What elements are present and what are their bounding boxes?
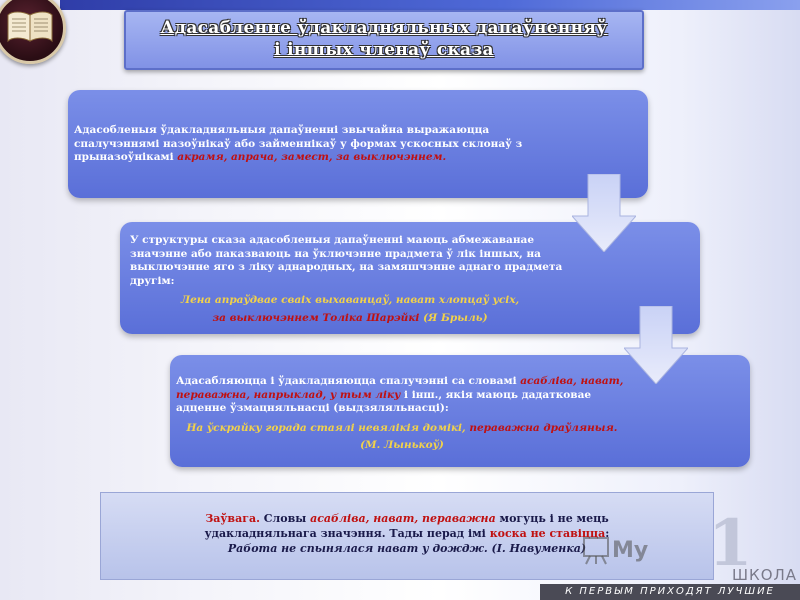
card-3-example-red: пераважна драўляныя.	[469, 421, 618, 434]
brand-slogan-strip: К ПЕРВЫМ ПРИХОДЯТ ЛУЧШИЕ	[540, 584, 800, 600]
note-line-1-post: могуць і не мець	[495, 512, 609, 525]
card-2-example-pre: за выключэннем	[212, 311, 323, 324]
note-line-1-pre: Словы	[259, 512, 311, 525]
note-line-1-ital: асабліва, нават, пераважна	[310, 512, 496, 525]
card-3-example-pre: На ўскрайку горада стаялі невялікія домікі,	[186, 421, 470, 434]
card-3-example	[176, 422, 628, 436]
title-banner	[124, 10, 644, 70]
note-label: Заўвага.	[205, 512, 260, 525]
card-2-example-source: (Я Брыль)	[419, 311, 488, 324]
card-2-example-line-2	[130, 312, 570, 326]
card-2-body	[130, 234, 570, 325]
card-2-example-red: Толіка Шарэйкі	[322, 311, 420, 324]
card-3-text-pre: Адасабляюцца і ўдакладняюцца спалучэнні са словамі	[176, 375, 521, 387]
card-3-example-source-line	[176, 439, 628, 453]
brand-school: ШКОЛА	[732, 566, 798, 584]
note-line-2-pre: удакладняльнага значэння. Тады перад імі	[204, 527, 490, 540]
card-1-body	[74, 124, 544, 165]
brand-my: My	[612, 538, 649, 563]
note-line-1	[101, 511, 713, 526]
arrow-down-icon	[572, 174, 636, 252]
card-3-text-post: і інш., якія маюць дадатковае адценне ўзмацняльнасці (выдзяляльнасці):	[176, 388, 592, 414]
card-3-body	[176, 375, 628, 453]
card-1-highlight: акрамя, апрача, замест, за выключэннем.	[177, 151, 447, 163]
presentation-board-icon	[582, 536, 610, 566]
card-3-example-source: (М. Лынькоў)	[360, 439, 444, 451]
title-line-1: Адасабленне ўдакладняльных дапаўненняў	[160, 18, 608, 38]
card-3-text-red: асабліва, нават, пераважна, напрыклад, у тым ліку	[176, 375, 624, 401]
arrow-down-icon	[624, 306, 688, 384]
note-line-2-post: :	[605, 527, 610, 540]
title-line-2: і іншых членаў сказа	[274, 40, 494, 60]
card-2-text: У структуры сказа адасобленыя дапаўненні маюць абмежаванае значэнне або паказваюць на ўключэнне прадмета ў лік іншых, на выключэнне яго з ліку аднародных, на замяшчэнне аднаго прадмета другім:	[130, 234, 563, 287]
brand-logo-mark: 1	[708, 506, 753, 581]
info-card-1	[68, 90, 648, 198]
note-example: Работа не спынялася нават у дождж. (І. Навуменка)	[227, 542, 587, 555]
card-2-example-line-1: Лена апраўдвае сваіх выхаванцаў, нават хлопцаў усіх,	[180, 294, 520, 306]
note-line-2-red: коска не ставіцца	[489, 527, 606, 540]
card-3-text	[176, 375, 628, 416]
top-decor-strip	[60, 0, 800, 10]
book-icon	[6, 9, 54, 45]
book-logo	[0, 0, 66, 64]
note-box	[100, 492, 714, 580]
card-1-text: Адасобленыя ўдакладняльныя дапаўненні звычайна выражаюцца спалучэннямі назоўнікаў або займеннікаў у формах ускосных склонаў з прыназоўнікамі	[74, 124, 523, 163]
